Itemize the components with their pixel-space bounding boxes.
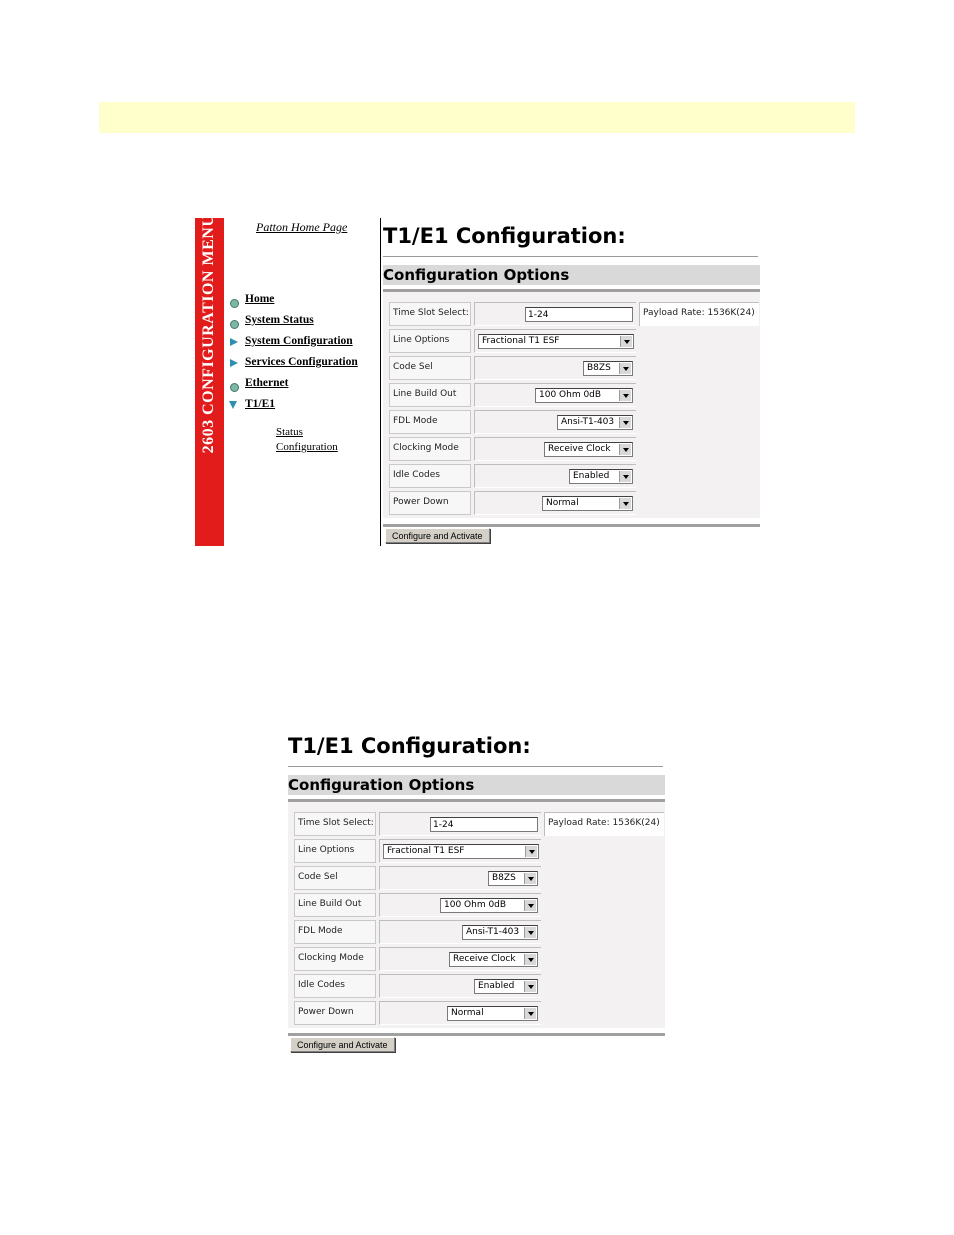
sidebar-item-label[interactable]: System Status xyxy=(245,314,314,326)
chevron-down-icon[interactable] xyxy=(619,363,631,374)
power-down-select[interactable] xyxy=(447,1006,538,1021)
row-label: Clocking Mode xyxy=(389,437,471,461)
select-value: 100 Ohm 0dB xyxy=(539,390,602,400)
main-frame xyxy=(383,218,760,546)
chevron-down-icon[interactable] xyxy=(619,498,631,509)
row-label: Line Build Out xyxy=(389,383,471,407)
chevron-down-icon[interactable] xyxy=(619,444,631,455)
select-value: B8ZS xyxy=(587,363,611,373)
line-options-select[interactable] xyxy=(383,844,539,859)
page-title: T1/E1 Configuration: xyxy=(383,224,626,248)
chevron-down-icon[interactable] xyxy=(524,927,536,938)
config-menu-strip xyxy=(195,214,224,546)
triangle-down-icon[interactable] xyxy=(228,399,240,413)
row-label: Time Slot Select: xyxy=(389,302,471,326)
line-build-out-select[interactable] xyxy=(535,388,633,403)
time-slot-input[interactable]: 1-24 xyxy=(525,307,633,322)
dot-icon xyxy=(228,378,240,392)
row-cell xyxy=(474,356,636,380)
row-cell xyxy=(379,839,541,863)
chevron-down-icon[interactable] xyxy=(524,873,536,884)
triangle-right-icon[interactable] xyxy=(228,336,240,350)
select-value: 100 Ohm 0dB xyxy=(444,900,507,910)
clocking-mode-select[interactable] xyxy=(449,952,538,967)
options-table xyxy=(383,292,760,518)
configure-activate-button[interactable]: Configure and Activate xyxy=(385,528,490,543)
select-value: Enabled xyxy=(573,471,610,481)
row-cell xyxy=(379,920,541,944)
sidebar-item-label[interactable]: Ethernet xyxy=(245,377,289,389)
select-value: Enabled xyxy=(478,981,515,991)
line-options-select[interactable] xyxy=(478,334,634,349)
idle-codes-select[interactable] xyxy=(569,469,633,484)
payload-rate: Payload Rate: 1536K(24) xyxy=(639,302,759,326)
config-panel xyxy=(383,218,760,518)
config-panel xyxy=(288,728,665,1028)
row-label: Clocking Mode xyxy=(294,947,376,971)
config-page-screenshot xyxy=(195,214,760,546)
line-build-out-select[interactable] xyxy=(440,898,538,913)
select-value: B8ZS xyxy=(492,873,516,883)
header-banner xyxy=(99,102,855,133)
options-table xyxy=(288,802,665,1028)
power-down-select[interactable] xyxy=(542,496,633,511)
dot-icon xyxy=(228,315,240,329)
chevron-down-icon[interactable] xyxy=(525,846,537,857)
config-menu-title: 2603 CONFIGURATION MENU xyxy=(200,214,217,454)
patton-home-page-link[interactable]: Patton Home Page xyxy=(256,220,348,234)
row-label: Code Sel xyxy=(294,866,376,890)
payload-rate: Payload Rate: 1536K(24) xyxy=(544,812,664,836)
row-label: Code Sel xyxy=(389,356,471,380)
time-slot-input[interactable]: 1-24 xyxy=(430,817,538,832)
chevron-down-icon[interactable] xyxy=(619,471,631,482)
row-label: FDL Mode xyxy=(389,410,471,434)
row-cell xyxy=(379,1001,541,1025)
configure-activate-button[interactable]: Configure and Activate xyxy=(290,1037,395,1052)
row-cell xyxy=(379,812,541,836)
select-value: Fractional T1 ESF xyxy=(387,846,465,856)
divider xyxy=(288,1033,665,1036)
row-cell xyxy=(474,329,636,353)
row-cell xyxy=(474,383,636,407)
chevron-down-icon[interactable] xyxy=(524,900,536,911)
row-label: Idle Codes xyxy=(389,464,471,488)
fdl-mode-select[interactable] xyxy=(557,415,633,430)
chevron-down-icon[interactable] xyxy=(524,954,536,965)
code-sel-select[interactable] xyxy=(488,871,538,886)
chevron-down-icon[interactable] xyxy=(619,390,631,401)
row-cell xyxy=(474,410,636,434)
config-panel-screenshot xyxy=(288,728,665,1053)
select-value: Normal xyxy=(546,498,579,508)
section-header: Configuration Options xyxy=(288,775,665,795)
row-cell xyxy=(474,437,636,461)
row-cell xyxy=(379,893,541,917)
t1e1-subnav xyxy=(276,426,338,456)
row-cell xyxy=(474,302,636,326)
idle-codes-select[interactable] xyxy=(474,979,538,994)
select-value: Receive Clock xyxy=(453,954,516,964)
chevron-down-icon[interactable] xyxy=(620,336,632,347)
subnav-item-configuration[interactable]: Configuration xyxy=(276,441,338,453)
row-label: FDL Mode xyxy=(294,920,376,944)
clocking-mode-select[interactable] xyxy=(544,442,633,457)
divider xyxy=(288,766,663,767)
section-header: Configuration Options xyxy=(383,265,760,285)
fdl-mode-select[interactable] xyxy=(462,925,538,940)
triangle-right-icon[interactable] xyxy=(228,357,240,371)
row-label: Line Options xyxy=(294,839,376,863)
sidebar-item-label[interactable]: Services Configuration xyxy=(245,356,358,368)
code-sel-select[interactable] xyxy=(583,361,633,376)
row-label: Line Options xyxy=(389,329,471,353)
row-cell xyxy=(379,974,541,998)
subnav-item-status[interactable]: Status xyxy=(276,426,303,438)
row-label: Line Build Out xyxy=(294,893,376,917)
row-cell xyxy=(474,464,636,488)
page-title: T1/E1 Configuration: xyxy=(288,734,531,758)
row-cell xyxy=(379,866,541,890)
divider xyxy=(383,256,758,257)
sidebar-item-label[interactable]: T1/E1 xyxy=(245,398,276,410)
row-label: Idle Codes xyxy=(294,974,376,998)
frame-divider xyxy=(380,218,381,546)
row-label: Power Down xyxy=(389,491,471,515)
chevron-down-icon[interactable] xyxy=(619,417,631,428)
select-value: Fractional T1 ESF xyxy=(482,336,560,346)
sidebar-item-label[interactable]: System Configuration xyxy=(245,335,353,347)
row-cell xyxy=(379,947,541,971)
select-value: Ansi-T1-403 xyxy=(466,927,520,937)
select-value: Receive Clock xyxy=(548,444,611,454)
chevron-down-icon[interactable] xyxy=(524,1008,536,1019)
dot-icon xyxy=(228,294,240,308)
select-value: Normal xyxy=(451,1008,484,1018)
sidebar-item-label[interactable]: Home xyxy=(245,293,275,305)
chevron-down-icon[interactable] xyxy=(524,981,536,992)
divider xyxy=(383,524,760,527)
row-label: Power Down xyxy=(294,1001,376,1025)
row-label: Time Slot Select: xyxy=(294,812,376,836)
select-value: Ansi-T1-403 xyxy=(561,417,615,427)
row-cell xyxy=(474,491,636,515)
